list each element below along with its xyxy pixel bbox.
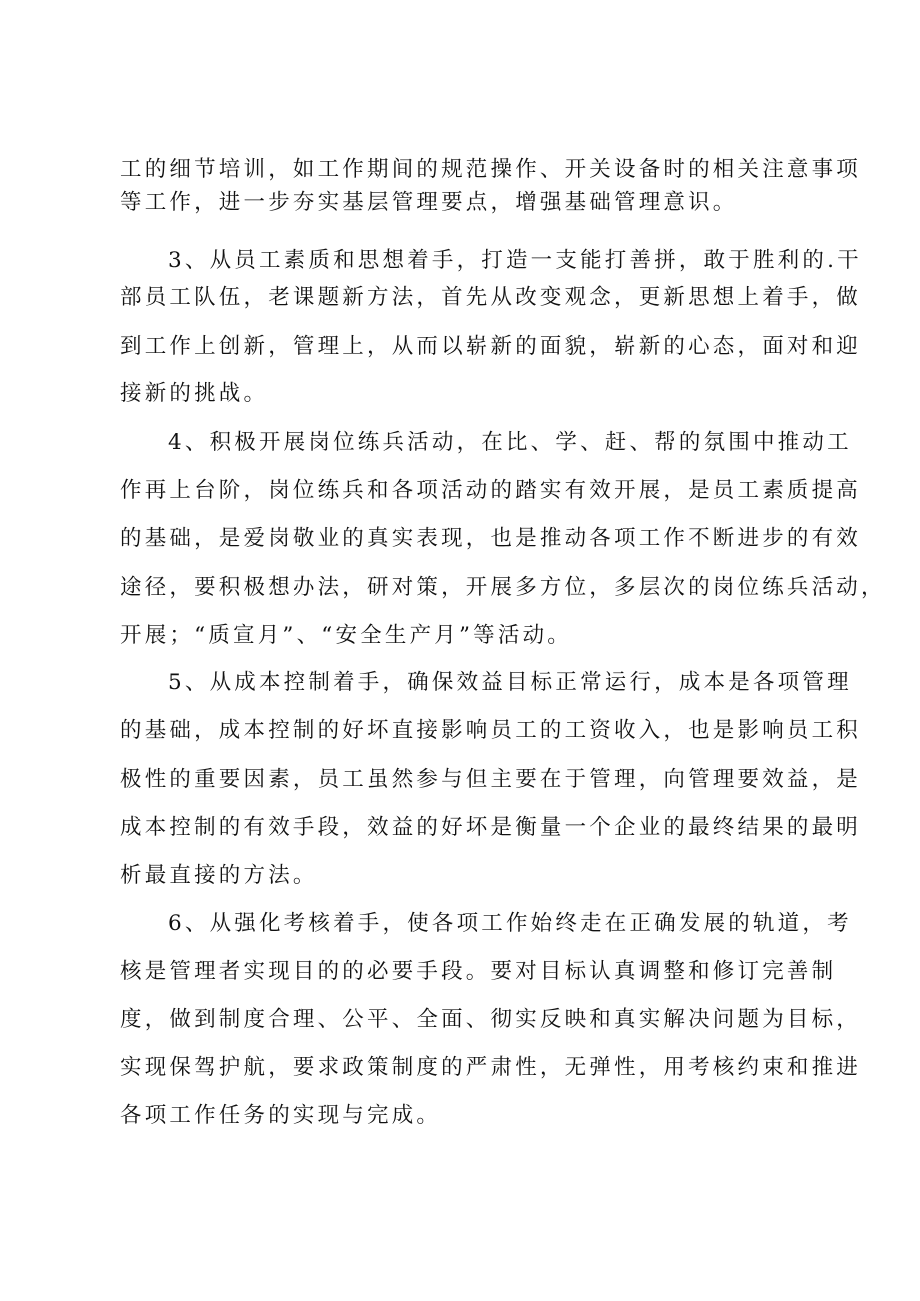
text-line: 核是管理者实现目的的必要手段。要对目标认真调整和修订完善制 <box>120 959 837 984</box>
text-line: 接新的挑战。 <box>120 381 269 406</box>
paragraph-4-first-line: 4、积极开展岗位练兵活动，在比、学、赶、帮的氛围中推动工 <box>168 430 852 455</box>
text-line: 途径，要积极想办法，研对策，开展多方位，多层次的岗位练兵活动， <box>120 575 886 600</box>
text-line: 实现保驾护航，要求政策制度的严肃性，无弹性，用考核约束和推进 <box>120 1055 862 1080</box>
text-line: 作再上台阶，岗位练兵和各项活动的踏实有效开展，是员工素质提高 <box>120 478 862 503</box>
text-line: 等工作，进一步夯实基层管理要点，增强基础管理意识。 <box>120 190 738 215</box>
text-line: 开展；“质宣月”、“安全生产月”等活动。 <box>120 623 572 648</box>
paragraph-6-first-line: 6、从强化考核着手，使各项工作始终走在正确发展的轨道，考 <box>168 911 852 936</box>
text-line: 成本控制的有效手段，效益的好坏是衡量一个企业的最终结果的最明 <box>120 815 862 840</box>
text-line: 极性的重要因素，员工虽然参与但主要在于管理，向管理要效益，是 <box>120 767 862 792</box>
paragraph-3-first-line: 3、从员工素质和思想着手，打造一支能打善拼，敢于胜利的.干 <box>168 248 862 273</box>
paragraph-5-first-line: 5、从成本控制着手，确保效益目标正常运行，成本是各项管理 <box>168 670 852 695</box>
text-line: 度，做到制度合理、公平、全面、彻实反映和真实解决问题为目标， <box>120 1007 862 1032</box>
text-line: 工的细节培训，如工作期间的规范操作、开关设备时的相关注意事项 <box>120 157 862 182</box>
text-line: 各项工作任务的实现与完成。 <box>120 1103 442 1128</box>
text-line: 的基础，成本控制的好坏直接影响员工的工资收入，也是影响员工积 <box>120 718 862 743</box>
text-line: 的基础，是爱岗敬业的真实表现，也是推动各项工作不断进步的有效 <box>120 526 862 551</box>
text-line: 到工作上创新，管理上，从而以崭新的面貌，崭新的心态，面对和迎 <box>120 334 862 359</box>
text-line: 析最直接的方法。 <box>120 863 318 888</box>
text-line: 部员工队伍，老课题新方法，首先从改变观念，更新思想上着手，做 <box>120 285 862 310</box>
